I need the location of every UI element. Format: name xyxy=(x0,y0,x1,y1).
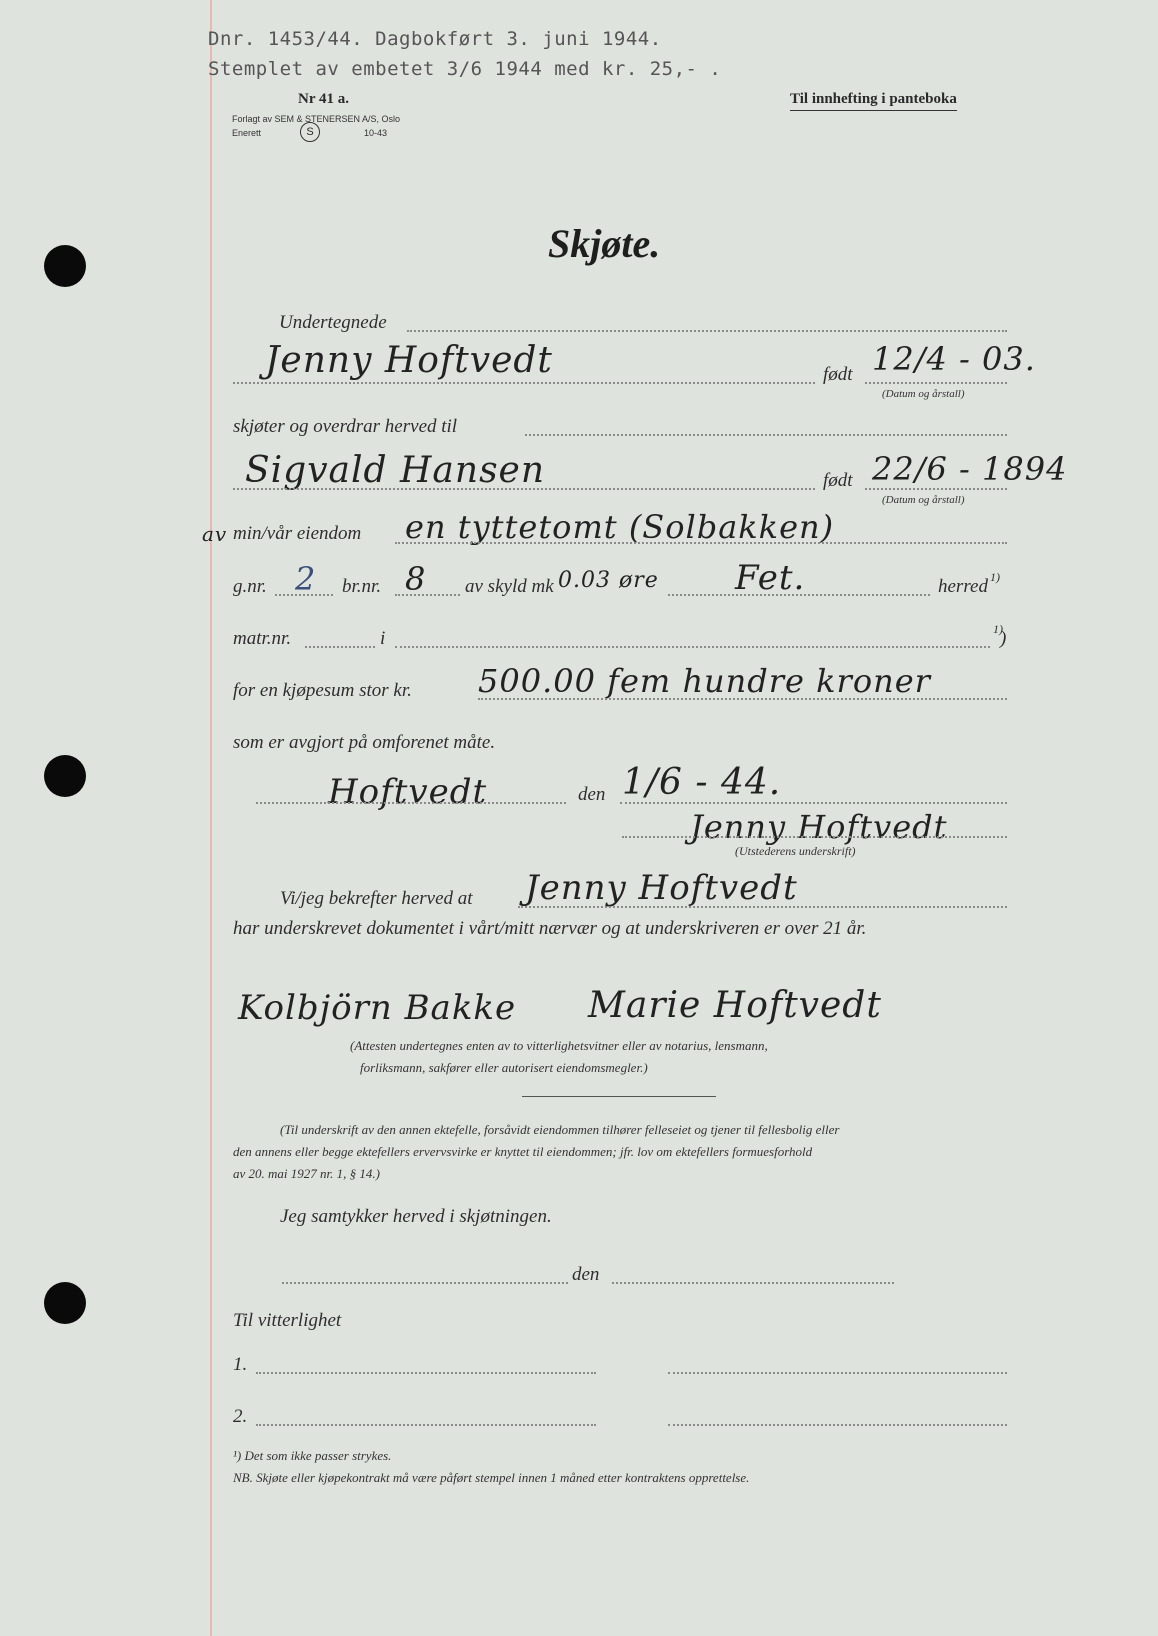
punch-hole xyxy=(44,1282,86,1324)
dotted-line xyxy=(407,330,1007,332)
gnr-label: g.nr. xyxy=(233,576,267,597)
date: 1/6 - 44. xyxy=(622,762,782,803)
separator-rule xyxy=(522,1096,716,1097)
dotted-line xyxy=(668,594,930,596)
dotted-line xyxy=(518,906,1007,908)
witness-1-line xyxy=(256,1372,596,1374)
property-label: min/vår eiendom xyxy=(233,523,362,544)
dotted-line xyxy=(282,1282,568,1284)
skyld-value: 0.03 øre xyxy=(558,568,659,593)
av-correction: av xyxy=(202,522,228,546)
grantee-name: Sigvald Hansen xyxy=(245,450,546,491)
confirm-text: har underskrevet dokumentet i vårt/mitt nærvær og at underskriveren er over 21 år. xyxy=(233,918,867,939)
dotted-line xyxy=(478,698,1007,700)
dotted-line xyxy=(395,594,460,596)
dotted-line xyxy=(305,646,375,648)
undertegnede-label: Undertegnede xyxy=(279,312,387,333)
dotted-line xyxy=(233,488,815,490)
attest-note-line-2: forliksmann, sakfører eller autorisert eiendomsmegler.) xyxy=(360,1060,648,1075)
witness-2-line xyxy=(256,1424,596,1426)
issuer-signature: Jenny Hoftvedt xyxy=(690,808,948,846)
dotted-line xyxy=(622,836,1007,838)
settled-label: som er avgjort på omforenet måte. xyxy=(233,732,496,753)
witness-1-signature: Kolbjörn Bakke xyxy=(238,988,517,1028)
place: Hoftvedt xyxy=(328,772,488,812)
witness-1-line-right xyxy=(668,1372,1007,1374)
witness-2-line-right xyxy=(668,1424,1007,1426)
filing-note: Til innhefting i panteboka xyxy=(790,91,957,111)
spouse-note-line-2: den annens eller begge ektefellers ervervsvirke er knyttet til eiendommen; jfr. lov om ektefellers formuesforhold xyxy=(233,1144,813,1159)
matr-i: i xyxy=(380,628,386,649)
municipality: Fet. xyxy=(735,558,806,598)
dotted-line xyxy=(620,802,1007,804)
den-label: den xyxy=(578,784,606,805)
punch-hole xyxy=(44,755,86,797)
witnesses-label: Til vitterlighet xyxy=(233,1310,342,1331)
punch-hole xyxy=(44,245,86,287)
herred-label: herred xyxy=(938,576,988,597)
confirm-label: Vi/jeg bekrefter herved at xyxy=(280,888,473,909)
grantor-name: Jenny Hoftvedt xyxy=(265,340,553,381)
footnote-marker: 1) xyxy=(990,570,1000,584)
spouse-note-line-3: av 20. mai 1927 nr. 1, § 14.) xyxy=(233,1166,380,1181)
grantee-birthdate: 22/6 - 1894 xyxy=(872,450,1068,488)
gnr-value: 2 xyxy=(295,560,317,598)
property-description: en tyttetomt (Solbakken) xyxy=(405,508,835,546)
matr-label: matr.nr. xyxy=(233,628,292,649)
grantor-birthdate: 12/4 - 03. xyxy=(872,340,1036,378)
dotted-line xyxy=(865,382,1007,384)
confirm-name: Jenny Hoftvedt xyxy=(525,868,798,908)
publisher-logo: S xyxy=(300,122,320,142)
price-label: for en kjøpesum stor kr. xyxy=(233,680,412,701)
registry-line-2: Stemplet av embetet 3/6 1944 med kr. 25,- . xyxy=(208,58,722,80)
spouse-consent-label: Jeg samtykker herved i skjøtningen. xyxy=(280,1206,552,1227)
footnote: ¹) Det som ikke passer strykes. xyxy=(233,1448,392,1463)
skyld-label: av skyld mk xyxy=(465,576,554,597)
witness-item-1: 1. xyxy=(233,1354,248,1375)
datum-note: (Datum og årstall) xyxy=(882,494,965,506)
dotted-line xyxy=(612,1282,894,1284)
form-number: Nr 41 a. xyxy=(298,91,349,107)
fodt-label: født xyxy=(823,470,853,491)
dotted-line xyxy=(233,382,815,384)
dotted-line xyxy=(525,434,1007,436)
issuer-signature-label: (Utstederens underskrift) xyxy=(735,844,856,858)
margin-line xyxy=(210,0,212,1636)
attest-note-line-1: (Attesten undertegnes enten av to vitterlighetsvitner eller av notarius, lensmann, xyxy=(350,1038,768,1053)
brnr-value: 8 xyxy=(405,560,427,598)
transfer-label: skjøter og overdrar herved til xyxy=(233,416,458,437)
spouse-den-label: den xyxy=(572,1264,600,1285)
footnote-marker: 1) xyxy=(993,622,1003,636)
dotted-line xyxy=(865,488,1007,490)
publisher-enerett: Enerett xyxy=(232,128,262,138)
witness-item-2: 2. xyxy=(233,1406,248,1427)
brnr-label: br.nr. xyxy=(342,576,382,597)
dotted-line xyxy=(275,594,333,596)
registry-line-1: Dnr. 1453/44. Dagbokført 3. juni 1944. xyxy=(208,28,662,50)
nb-note: NB. Skjøte eller kjøpekontrakt må være påført stempel innen 1 måned etter kontraktens opprettelse. xyxy=(233,1470,750,1485)
document-title: Skjøte. xyxy=(548,221,661,266)
dotted-line xyxy=(395,542,1007,544)
publisher-date: 10-43 xyxy=(364,128,388,138)
price-value: 500.00 fem hundre kroner xyxy=(478,662,931,700)
witness-2-signature: Marie Hoftvedt xyxy=(588,985,882,1026)
matr-close: ) xyxy=(1000,628,1007,649)
fodt-label: født xyxy=(823,364,853,385)
dotted-line xyxy=(395,646,990,648)
spouse-note-line-1: (Til underskrift av den annen ektefelle, forsåvidt eiendommen tilhører felleseiet og tjener til fellesbolig eller xyxy=(280,1122,840,1137)
dotted-line xyxy=(256,802,566,804)
publisher-line: Forlagt av SEM & STENERSEN A/S, Oslo xyxy=(232,114,401,124)
datum-note: (Datum og årstall) xyxy=(882,388,965,400)
